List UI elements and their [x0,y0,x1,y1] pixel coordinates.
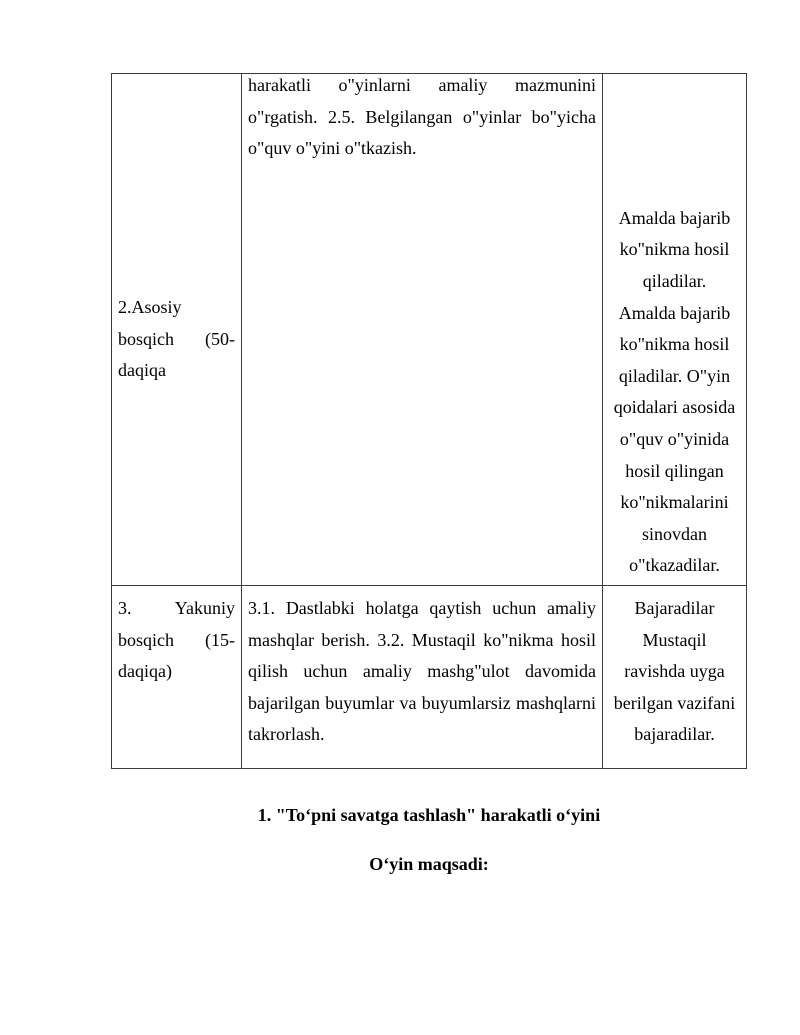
outcome-cell [603,74,747,586]
activity-cell [242,586,603,769]
table-row [112,586,747,769]
outcome-cell [603,586,747,769]
section-heading: 1. "To‘pni savatga tashlash" harakatli o‘yini [257,805,601,825]
stage-text: 2.Asosiy bosqich (50-daqiqa [118,297,235,381]
outcome-paragraph: Mustaqil ravishda uyga berilgan vazifani bajaradilar. [613,629,736,745]
activity-text: harakatli o"yinlarni amaliy mazmunini o"rgatish. 2.5. Belgilangan o"yinlar bo"yicha o"quv o"yini o"tkazish. [248,75,596,159]
outcome-paragraph: Bajaradilar [634,598,715,618]
outcome-paragraph: Amalda bajarib ko"nikma hosil qiladilar. O"yin qoidalari asosida o"quv o"yinida hosil qilingan ko"nikmalarini sinovdan o"tkazadilar. [613,302,736,576]
activity-text: 3.1. Dastlabki holatga qaytish uchun amaliy mashqlar berish. 3.2. Mustaqil ko"nikma hosil qilish uchun amaliy mashg"ulot davomida bajarilgan buyumlar va buyumlarsiz mashqlarni takrorlash. [248,598,596,745]
outcome-paragraph: Amalda bajarib ko"nikma hosil qiladilar. [618,207,731,292]
table-row [112,74,747,586]
section-subheading: O‘yin maqsadi: [369,854,489,874]
stage-text: 3. Yakuniy bosqich (15-daqiqa) [118,598,235,682]
stage-cell [112,586,242,769]
lesson-plan-table [111,73,747,769]
activity-cell [242,74,603,586]
stage-cell [112,74,242,586]
